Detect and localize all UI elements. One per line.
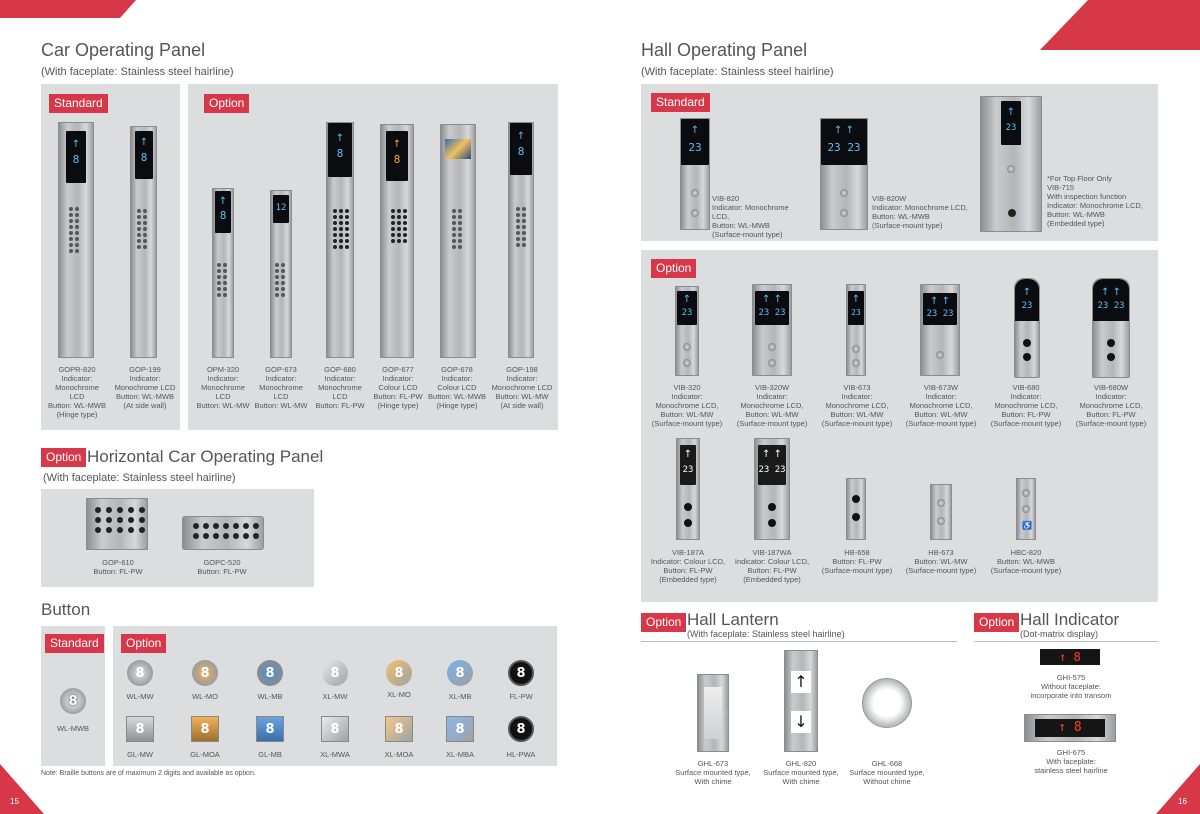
cop-caption-gop-673: GOP-673 Indicator: Monochrome LCD Button: WL-MW [254, 365, 308, 410]
cop-caption-opm-320: OPM-320 Indicator: Monochrome LCD Button: WL-MW [196, 365, 250, 410]
hop-panel-vib-680: ↑ 23 [1014, 278, 1040, 378]
button-label-wl-mwb: WL-MWB [56, 724, 90, 733]
button-sample-gl-mw: 8 [126, 716, 154, 742]
button-sample-hl-pwa: 8 [508, 716, 534, 742]
hcop-caption-gopc-520: GOPC-520 Button: FL-PW [197, 558, 247, 576]
button-label-gl-mb: GL-MB [258, 750, 282, 759]
hcop-title: Horizontal Car Operating Panel [87, 447, 324, 466]
lantern-ghl-820 [784, 650, 818, 752]
button-label-wl-mw: WL-MW [126, 692, 154, 701]
cop-option-tag: Option [204, 94, 249, 113]
hop-panel-hb-658 [846, 478, 866, 540]
cop-panel-opm-320: ↑ 8 [212, 188, 234, 358]
button-sample-xl-mb: 8 [447, 660, 473, 686]
button-label-xl-mwa: XL-MWA [320, 750, 350, 759]
page-number-right: 16 [1178, 797, 1187, 806]
cop-panel-gop-680: ↑ 8 [326, 122, 354, 358]
indicator-display-ghi-675: ↑ 8 [1035, 719, 1105, 737]
hop-caption-hbc-820: HBC-820 Button: WL-MWB (Surface-mount type) [990, 548, 1062, 575]
cop-panel-gop-678 [440, 124, 476, 358]
cop-panel-gop-199: ↑ 8 [130, 126, 157, 358]
hop-caption-vib-187a: VIB-187A Indicator: Colour LCD, Button: FL-PW (Embedded type) [650, 548, 726, 584]
button-sample-xl-mba: 8 [446, 716, 474, 742]
button-sample-gl-moa: 8 [191, 716, 219, 742]
hcop-option-tag: Option [41, 448, 86, 467]
hop-panel-vib-715: ↑ 23 [980, 96, 1042, 232]
indicator-option-tag: Option [974, 613, 1019, 632]
button-label-xl-mb: XL-MB [448, 692, 472, 701]
hop-panel-vib-820w: ↑ ↑ 23 23 [820, 118, 868, 230]
cop-title: Car Operating Panel [41, 40, 206, 60]
accessibility-icon: ♿ [1022, 521, 1032, 530]
lantern-caption-ghl-820: GHL-820 Surface mounted type, With chime [763, 759, 839, 786]
indicator-subtitle: (Dot-matrix display) [1020, 629, 1099, 639]
hop-panel-vib-673: ↑ 23 [846, 284, 866, 376]
indicator-faceplate-ghi-675 [1024, 714, 1116, 742]
cop-caption-gop-677: GOP-677 Indicator: Colour LCD Button: FL-PW (Hinge type) [373, 365, 423, 410]
button-sample-xl-moa: 8 [385, 716, 413, 742]
indicator-divider [974, 641, 1158, 642]
button-sample-wl-mo: 8 [192, 660, 218, 686]
hop-panel-vib-820: ↑ 23 [680, 118, 710, 230]
lantern-title: Hall Lantern [687, 610, 779, 629]
hop-caption-hb-673: HB-673 Button: WL-MW (Surface-mount type) [905, 548, 977, 575]
hop-panel-vib-187a: ↑ 23 [676, 438, 700, 540]
button-sample-fl-pw: 8 [508, 660, 534, 686]
hop-panel-vib-320: ↑ 23 [675, 286, 699, 376]
hop-caption-vib-673: VIB-673 Indicator: Monochrome LCD, Button: WL-MW (Surface-mount type) [821, 383, 893, 428]
lantern-caption-ghl-673: GHL-673 Surface mounted type, With chime [675, 759, 751, 786]
cop-caption-gop-680: GOP-680 Indicator: Monochrome LCD Button: FL-PW [315, 365, 365, 410]
bottom-left-corner [0, 764, 44, 814]
cop-subtitle: (With faceplate: Stainless steel hairline) [41, 66, 234, 78]
top-left-corner-stripe [0, 0, 140, 20]
hop-panel-vib-673w: ↑ ↑ 23 23 [920, 284, 960, 376]
button-note: Note: Braille buttons are of maximum 2 digits and available as option. [41, 770, 256, 777]
button-sample-gl-mb: 8 [256, 716, 284, 742]
down-arrow-icon: ↓ [791, 711, 811, 733]
page-number-left: 15 [10, 797, 19, 806]
button-label-gl-mw: GL-MW [127, 750, 153, 759]
button-title: Button [41, 600, 91, 619]
hcop-box [41, 489, 314, 587]
hop-caption-vib-320: VIB-320 Indicator: Monochrome LCD, Button: WL-MW (Surface-mount type) [651, 383, 723, 428]
button-standard-tag: Standard [45, 634, 104, 653]
lantern-caption-ghl-668: GHL-668 Surface mounted type, Without chime [849, 759, 925, 786]
hop-panel-vib-320w: ↑ ↑ 23 23 [752, 284, 792, 376]
hop-standard-tag: Standard [651, 93, 710, 112]
hop-caption-vib-680: VIB-680 Indicator: Monochrome LCD, Button: FL-PW (Surface-mount type) [990, 383, 1062, 428]
indicator-title: Hall Indicator [1020, 610, 1120, 629]
hop-option-tag: Option [651, 259, 696, 278]
hcop-panel-gopc-520 [182, 516, 264, 550]
button-label-wl-mo: WL-MO [192, 692, 218, 701]
lantern-option-tag: Option [641, 613, 686, 632]
indicator-caption-ghi-675: GHI-675 With faceplate: stainless steel hairline [1034, 748, 1108, 775]
button-label-xl-moa: XL-MOA [384, 750, 414, 759]
cop-caption-gop-198: GOP-198 Indicator: Monochrome LCD Button: WL-MW (At side wall) [491, 365, 553, 410]
button-label-xl-mw: XL-MW [322, 692, 348, 701]
lantern-ghl-673 [697, 674, 729, 752]
hop-caption-vib-187wa: VIB-187WA Indicator: Colour LCD, Button: FL-PW (Embedded type) [734, 548, 810, 584]
hop-caption-vib-820: VIB-820 Indicator: Monochrome LCD, Button: WL-MWB (Surface-mount type) [712, 194, 789, 239]
cop-caption-gop-199: GOP-199 Indicator: Monochrome LCD Button: WL-MWB (At side wall) [114, 365, 176, 410]
button-option-tag: Option [121, 634, 166, 653]
hcop-subtitle: (With faceplate: Stainless steel hairline) [43, 472, 236, 484]
hop-caption-vib-715: *For Top Floor Only VIB-715 With inspection function Indicator: Monochrome LCD, Button: WL-MWB (Embedded type) [1047, 174, 1143, 228]
button-label-hl-pwa: HL-PWA [506, 750, 536, 759]
lantern-divider [641, 641, 957, 642]
button-sample-wl-mw: 8 [127, 660, 153, 686]
indicator-caption-ghi-575: GHI-575 Without faceplate: incorporate into transom [1030, 673, 1112, 700]
button-label-wl-mb: WL-MB [257, 692, 283, 701]
cop-panel-gop-673: 12 [270, 190, 292, 358]
hop-caption-vib-673w: VIB-673W Indicator: Monochrome LCD, Button: WL-MW (Surface-mount type) [905, 383, 977, 428]
hop-title: Hall Operating Panel [641, 40, 808, 60]
hop-panel-hb-673 [930, 484, 952, 540]
button-sample-xl-mwa: 8 [321, 716, 349, 742]
bottom-right-corner [1156, 764, 1200, 814]
hop-panel-vib-187wa: ↑ ↑ 23 23 [754, 438, 790, 540]
button-sample-wl-mwb: 8 [60, 688, 86, 714]
hop-panel-vib-680w: ↑ ↑ 23 23 [1092, 278, 1130, 378]
up-arrow-icon: ↑ [791, 671, 811, 693]
hop-caption-hb-658: HB-658 Button: FL-PW (Surface-mount type) [821, 548, 893, 575]
button-label-gl-moa: GL-MOA [190, 750, 220, 759]
top-right-corner-stripe [1040, 0, 1200, 52]
cop-panel-gopr-820: ↑ 8 [58, 122, 94, 358]
cop-caption-gopr-820: GOPR-820 Indicator: Monochrome LCD Button: WL-MWB (Hinge type) [48, 365, 106, 419]
colour-lcd-screen [445, 139, 471, 159]
button-label-xl-mo: XL-MO [387, 690, 411, 699]
indicator-display-ghi-575: ↑ 8 [1040, 649, 1100, 665]
hop-caption-vib-820w: VIB-820W Indicator: Monochrome LCD, Button: WL-MWB (Surface-mount type) [872, 194, 968, 230]
hop-caption-vib-680w: VIB-680W Indicator: Monochrome LCD, Button: FL-PW (Surface-mount type) [1075, 383, 1147, 428]
button-sample-wl-mb: 8 [257, 660, 283, 686]
button-label-xl-mba: XL-MBA [446, 750, 474, 759]
hop-caption-vib-320w: VIB-320W Indicator: Monochrome LCD, Button: WL-MW (Surface-mount type) [736, 383, 808, 428]
hcop-caption-gop-610: GOP-610 Button: FL-PW [93, 558, 143, 576]
button-sample-xl-mo: 8 [386, 660, 412, 686]
lantern-subtitle: (With faceplate: Stainless steel hairline) [687, 629, 845, 639]
hop-panel-hbc-820 [1016, 478, 1036, 540]
button-sample-xl-mw: 8 [322, 660, 348, 686]
cop-standard-tag: Standard [49, 94, 108, 113]
button-label-fl-pw: FL-PW [509, 692, 533, 701]
hop-subtitle: (With faceplate: Stainless steel hairline) [641, 66, 834, 78]
cop-caption-gop-678: GOP-678 Indicator: Colour LCD Button: WL-MWB (Hinge type) [428, 365, 486, 410]
lantern-ghl-668 [862, 678, 912, 728]
cop-panel-gop-198: ↑ 8 [508, 122, 534, 358]
cop-panel-gop-677: ↑ 8 [380, 124, 414, 358]
hcop-panel-gop-610 [86, 498, 148, 550]
